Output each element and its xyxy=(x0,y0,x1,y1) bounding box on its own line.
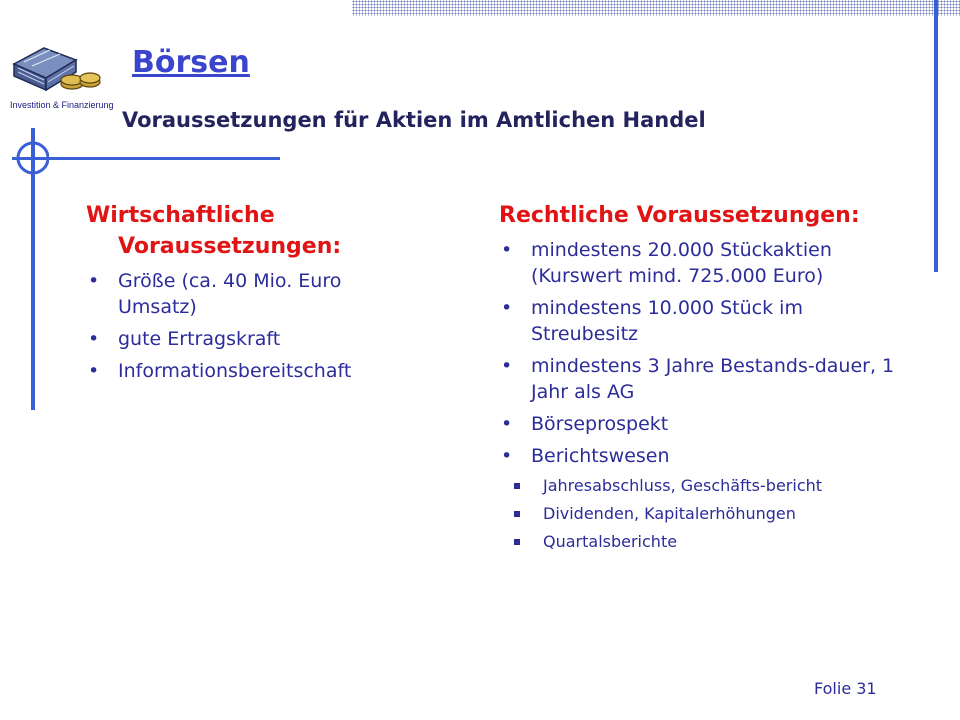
crosshair-circle-icon xyxy=(13,140,49,176)
sub-list-item: Jahresabschluss, Geschäfts-bericht xyxy=(499,475,899,497)
list-item: • mindestens 10.000 Stück im Streubesitz xyxy=(501,297,803,345)
page-title: Börsen xyxy=(132,45,250,80)
left-column xyxy=(86,200,416,390)
list-item: • gute Ertragskraft xyxy=(88,328,281,350)
list-item: • Berichtswesen Jahresabschluss, Geschäfts-bericht Dividenden, Kapitalerhöhungen Quartalsberichte xyxy=(499,443,899,553)
sub-bullet-list xyxy=(531,475,899,553)
list-item: • Informationsbereitschaft xyxy=(88,360,352,382)
list-item: • mindestens 20.000 Stückaktien (Kurswert mind. 725.000 Euro) xyxy=(501,239,832,287)
bullet-icon: • xyxy=(501,355,513,377)
page-subtitle: Voraussetzungen für Aktien im Amtlichen Handel xyxy=(122,108,706,132)
sub-list-item: Dividenden, Kapitalerhöhungen xyxy=(499,503,899,525)
square-bullet-icon xyxy=(514,483,520,489)
sub-list-item: Quartalsberichte xyxy=(499,531,899,553)
logo-caption: Investition & Finanzierung xyxy=(10,100,114,110)
square-bullet-icon xyxy=(514,539,520,545)
bullet-icon: • xyxy=(501,413,513,435)
money-stack-icon xyxy=(10,42,102,98)
bullet-icon: • xyxy=(501,297,513,319)
list-item: • Börseprospekt xyxy=(501,413,669,435)
square-bullet-icon xyxy=(514,511,520,517)
slide-number: Folie 31 xyxy=(814,679,877,698)
bullet-icon: • xyxy=(88,328,100,350)
left-bullet-list xyxy=(86,268,416,384)
right-column xyxy=(499,200,899,559)
bullet-icon: • xyxy=(88,270,100,292)
right-accent-line xyxy=(934,0,938,272)
right-bullet-list xyxy=(499,237,899,553)
top-hatch-bar xyxy=(352,0,960,16)
list-item: • Größe (ca. 40 Mio. Euro Umsatz) xyxy=(88,270,342,318)
left-column-heading: Wirtschaftliche Voraussetzungen: xyxy=(86,203,342,259)
bullet-icon: • xyxy=(501,239,513,261)
right-column-heading: Rechtliche Voraussetzungen: xyxy=(499,203,860,228)
bullet-icon: • xyxy=(501,445,513,467)
list-item: • mindestens 3 Jahre Bestands-dauer, 1 Jahr als AG xyxy=(501,355,895,403)
bullet-icon: • xyxy=(88,360,100,382)
header-divider xyxy=(12,157,280,160)
